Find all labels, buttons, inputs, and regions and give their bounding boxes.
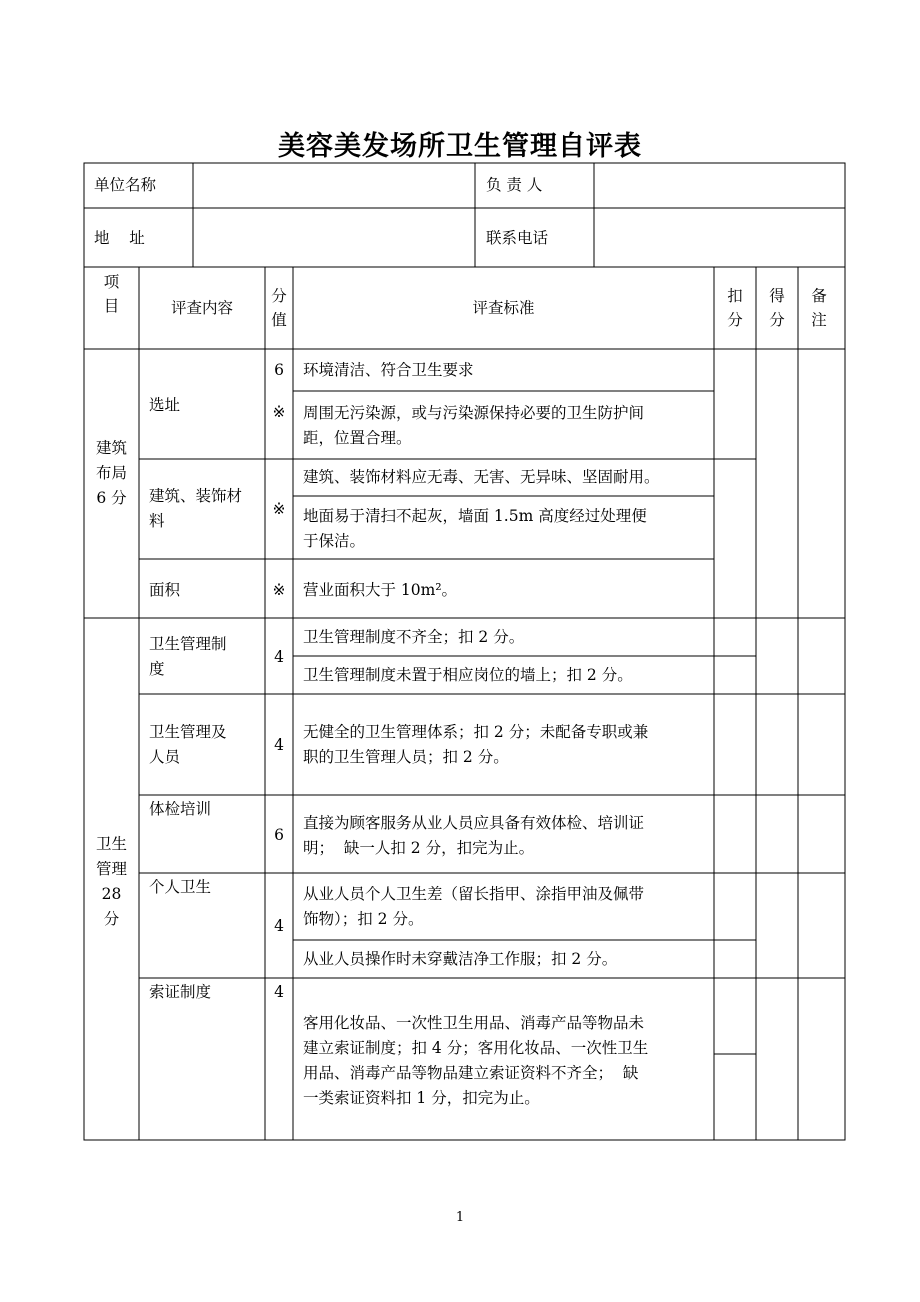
material-standard-2b: 于保洁。: [303, 532, 366, 550]
header-note-2: 注: [811, 311, 827, 329]
area-content: 面积: [149, 581, 181, 599]
system-content-1: 卫生管理制: [149, 635, 227, 653]
system-standard-2: 卫生管理制度未置于相应岗位的墙上；扣 2 分。: [303, 666, 633, 684]
header-standard: 评查标准: [472, 299, 535, 317]
staff-standard-2: 职的卫生管理人员；扣 2 分。: [303, 748, 509, 766]
personal-standard-1a: 从业人员个人卫生差（留长指甲、涂指甲油及佩带: [303, 885, 645, 903]
page-number: 1: [455, 1210, 465, 1225]
license-score: 4: [274, 983, 284, 1001]
material-content-2: 料: [149, 512, 165, 530]
material-standard-2a: 地面易于清扫不起灰，墙面 1.5m 高度经过处理便: [303, 507, 647, 525]
license-standard-1: 客用化妆品、一次性卫生用品、消毒产品等物品未: [303, 1014, 645, 1032]
section-building-2: 布局: [95, 464, 127, 482]
header-note-1: 备: [811, 287, 827, 305]
personal-content: 个人卫生: [149, 878, 212, 896]
material-content-1: 建筑、装饰材: [149, 487, 243, 505]
staff-content-2: 人员: [149, 748, 181, 766]
checkup-score: 6: [274, 826, 284, 844]
license-standard-4: 一类索证资料扣 1 分，扣完为止。: [303, 1089, 540, 1107]
page-title: 美容美发场所卫生管理自评表: [278, 131, 642, 162]
header-deduct-2: 分: [727, 311, 743, 329]
address-label: 地 址: [94, 229, 145, 247]
section-building-3: 6 分: [96, 489, 127, 507]
header-item-2: 目: [103, 297, 120, 315]
site-standard-2b: 距，位置合理。: [303, 429, 412, 447]
staff-score: 4: [274, 736, 284, 754]
person-label: 负 责 人: [486, 176, 543, 194]
material-standard-1: 建筑、装饰材料应无毒、无害、无异味、坚固耐用。: [303, 468, 660, 486]
personal-standard-1b: 饰物）；扣 2 分。: [303, 910, 424, 928]
section-hygiene-1: 卫生: [95, 835, 127, 853]
header-item-1: 项: [103, 273, 120, 291]
system-standard-1: 卫生管理制度不齐全；扣 2 分。: [303, 628, 525, 646]
site-score-2: ※: [272, 403, 286, 421]
header-deduct-1: 扣: [727, 287, 743, 305]
section-hygiene-2: 管理: [95, 860, 127, 878]
section-hygiene-3: 28: [101, 885, 122, 903]
header-score-1: 分: [271, 287, 287, 305]
phone-label: 联系电话: [486, 229, 549, 247]
site-content: 选址: [149, 396, 181, 414]
system-score: 4: [274, 648, 284, 666]
checkup-standard-1: 直接为顾客服务从业人员应具备有效体检、培训证: [303, 814, 645, 832]
section-hygiene-4: 分: [103, 910, 120, 928]
personal-standard-2: 从业人员操作时未穿戴洁净工作服；扣 2 分。: [303, 950, 618, 968]
area-score: ※: [272, 581, 286, 599]
site-standard-1: 环境清洁、符合卫生要求: [303, 361, 474, 379]
section-building-1: 建筑: [95, 439, 127, 457]
material-score: ※: [272, 500, 286, 518]
license-standard-2: 建立索证制度；扣 4 分；客用化妆品、一次性卫生: [303, 1039, 649, 1057]
header-got-2: 分: [769, 311, 785, 329]
checkup-standard-2: 明； 缺一人扣 2 分，扣完为止。: [303, 839, 535, 857]
site-standard-2a: 周围无污染源，或与污染源保持必要的卫生防护间: [303, 404, 645, 422]
area-standard: 营业面积大于 10m²。: [303, 581, 458, 599]
personal-score: 4: [274, 917, 284, 935]
header-got-1: 得: [769, 287, 785, 305]
header-content: 评查内容: [170, 299, 233, 317]
checkup-content: 体检培训: [149, 800, 212, 818]
staff-content-1: 卫生管理及: [149, 723, 227, 741]
system-content-2: 度: [149, 660, 165, 678]
staff-standard-1: 无健全的卫生管理体系；扣 2 分；未配备专职或兼: [303, 723, 649, 741]
header-score-2: 值: [271, 311, 287, 329]
license-content: 索证制度: [149, 983, 212, 1001]
license-standard-3: 用品、消毒产品等物品建立索证资料不齐全； 缺: [303, 1064, 639, 1082]
site-score-1: 6: [274, 361, 284, 379]
unit-name-label: 单位名称: [94, 176, 157, 194]
